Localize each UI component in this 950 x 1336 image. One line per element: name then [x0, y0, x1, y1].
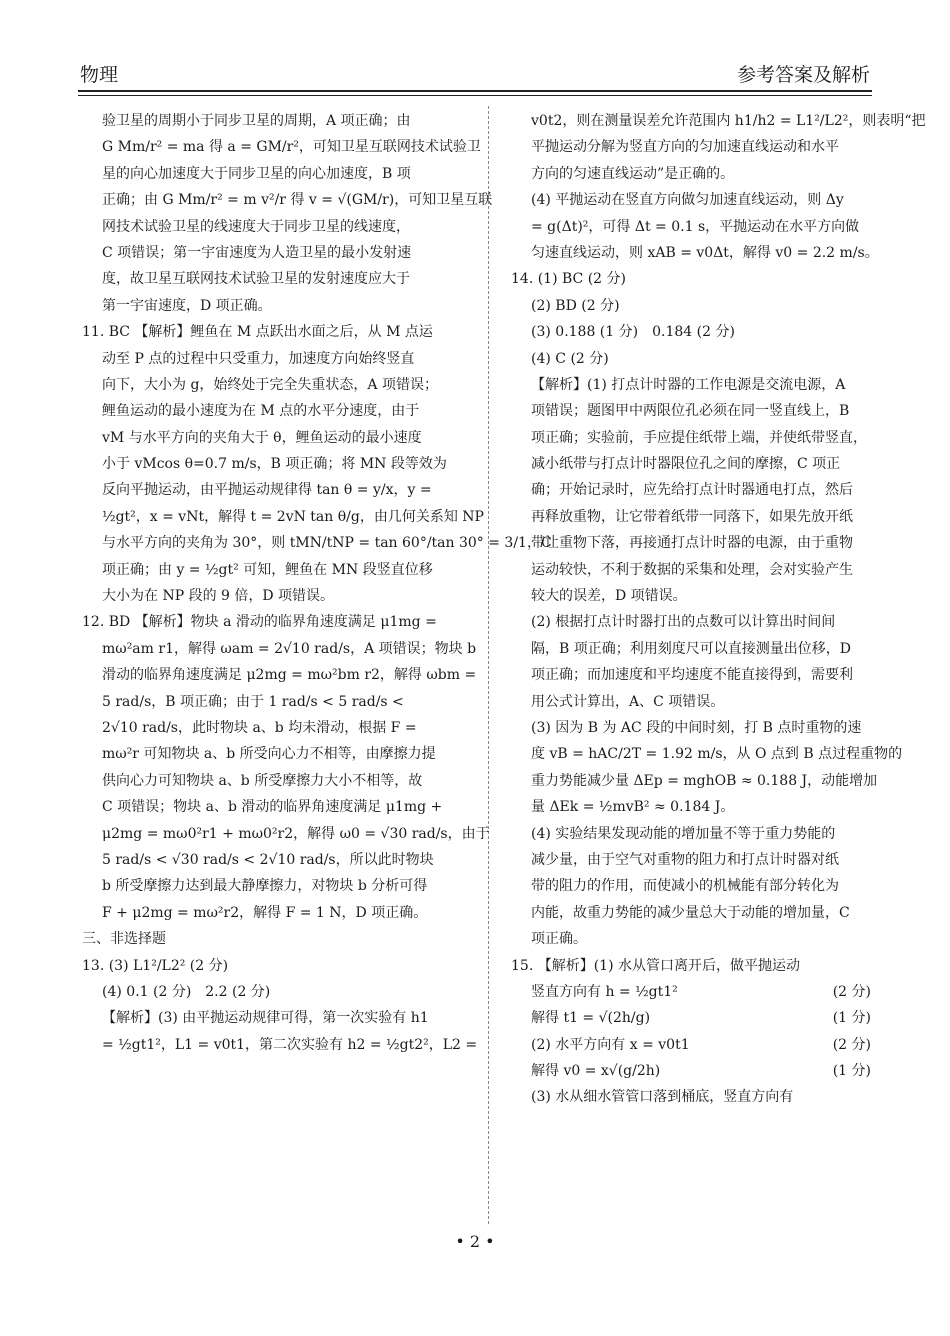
text-line: 用公式计算出，A、C 项错误。 — [531, 693, 725, 710]
line-text: 解得 v0 = x√(g/2h) — [531, 1063, 661, 1080]
text-line: 项正确；实验前，手应提住纸带上端，并使纸带竖直， — [531, 429, 867, 446]
left-column — [78, 108, 552, 1058]
text-line: 度，故卫星互联网技术试验卫星的发射速度应大于 — [102, 271, 410, 288]
score-label: (1 分) — [832, 1063, 871, 1080]
text-line: 与水平方向的夹角为 30°，则 tMN/tNP = tan 60°/tan 30° = 3/1，C — [102, 535, 552, 552]
text-line: 较大的误差，D 项错误。 — [531, 588, 687, 605]
text-line: μ2mg = mω0²r1 + mω0²r2，解得 ω0 = √30 rad/s，由于 — [102, 825, 490, 842]
text-line: F + μ2mg = mω²r2，解得 F = 1 N，D 项正确。 — [102, 904, 428, 921]
text-line: 鲤鱼运动的最小速度为在 M 点的水平分速度，由于 — [102, 403, 420, 420]
text-line: (3) 因为 B 为 AC 段的中间时刻，打 B 点时重物的速 — [531, 719, 862, 736]
header-title: 参考答案及解析 — [736, 64, 870, 86]
text-line: (4) 实验结果发现动能的增加量不等于重力势能的 — [531, 825, 836, 842]
text-line: 带的阻力的作用，而使减小的机械能有部分转化为 — [531, 878, 839, 895]
text-line: 向下，大小为 g，始终处于完全失重状态，A 项错误； — [102, 376, 438, 393]
text-line: C 项错误；第一宇宙速度为人造卫星的最小发射速 — [102, 244, 412, 261]
text-line: 滑动的临界角速度满足 μ2mg = mω²bm r2，解得 ωbm = — [102, 667, 477, 684]
text-line: (3) 水从细水管管口落到桶底，竖直方向有 — [531, 1089, 794, 1106]
score-label: (1 分) — [832, 1010, 871, 1027]
text-line: 反向平抛运动，由平抛运动规律得 tan θ = y/x，y = — [102, 482, 432, 499]
text-line: 5 rad/s，B 项正确；由于 1 rad/s < 5 rad/s < — [102, 693, 404, 710]
text-line: = g(Δt)²，可得 Δt = 0.1 s，平抛运动在水平方向做 — [531, 218, 860, 235]
text-line: 项正确。 — [531, 931, 587, 948]
text-line: 平抛运动分解为竖直方向的匀加速直线运动和水平 — [531, 139, 839, 156]
column-divider — [488, 106, 489, 1224]
text-line: mω²r 可知物块 a、b 所受向心力不相等，由摩擦力提 — [102, 746, 436, 763]
score-label: (2 分) — [832, 983, 871, 1000]
right-column — [507, 108, 926, 1111]
text-line: 再释放重物，让它带着纸带一同落下，如果先放开纸 — [531, 508, 853, 525]
text-line: 运动较快，不利于数据的采集和处理，会对实验产生 — [531, 561, 853, 578]
text-line: 星的向心加速度大于同步卫星的向心加速度，B 项 — [102, 165, 411, 182]
text-line: 隔，B 项正确；利用刻度尺可以直接测量出位移，D — [531, 640, 851, 657]
header-rule — [78, 90, 872, 92]
text-line: 15. 【解析】(1) 水从管口离开后，做平抛运动 — [511, 957, 800, 974]
text-line: 三、非选择题 — [82, 931, 166, 948]
text-line: 14. (1) BC (2 分) — [511, 271, 626, 288]
text-line: mω²am r1，解得 ωam = 2√10 rad/s，A 项错误；物块 b — [102, 640, 477, 657]
text-line: 【解析】(1) 打点计时器的工作电源是交流电源，A — [531, 376, 846, 393]
header-subject: 物理 — [80, 64, 119, 86]
text-line: 13. (3) L1²/L2² (2 分) — [82, 957, 229, 974]
text-line — [507, 1032, 875, 1058]
text-line: 项错误；题图甲中两限位孔必须在同一竖直线上，B — [531, 403, 850, 420]
text-line: 2√10 rad/s，此时物块 a、b 均未滑动，根据 F = — [102, 719, 417, 736]
text-line: ½gt²，x = vNt，解得 t = 2vN tan θ/g，由几何关系知 NP — [102, 508, 484, 525]
text-line: 验卫星的周期小于同步卫星的周期，A 项正确；由 — [102, 113, 411, 129]
text-line: 内能，故重力势能的减少量总大于动能的增加量，C — [531, 904, 850, 921]
text-line: vM 与水平方向的夹角大于 θ，鲤鱼运动的最小速度 — [102, 429, 422, 446]
text-line: G Mm/r² = ma 得 a = GM/r²，可知卫星互联网技术试验卫 — [102, 139, 481, 156]
text-line: 量 ΔEk = ½mvB² ≈ 0.184 J。 — [531, 799, 735, 816]
text-line: (2) BD (2 分) — [531, 297, 620, 314]
text-line: (4) C (2 分) — [531, 350, 609, 367]
text-line: 正确；由 G Mm/r² = m v²/r 得 v = √(GM/r)，可知卫星互联 — [102, 192, 493, 209]
text-line — [507, 1005, 875, 1031]
text-line: (3) 0.188 (1 分) 0.184 (2 分) — [531, 324, 735, 341]
text-line: (2) 根据打点计时器打出的点数可以计算出时间间 — [531, 614, 836, 631]
text-line: b 所受摩擦力达到最大静摩擦力，对物块 b 分析可得 — [102, 878, 428, 895]
text-line: 项正确；由 y = ½gt² 可知，鲤鱼在 MN 段竖直位移 — [102, 561, 433, 578]
text-line — [507, 979, 875, 1005]
text-line: (4) 平抛运动在竖直方向做匀加速直线运动，则 Δy — [531, 192, 844, 209]
text-line: (4) 0.1 (2 分) 2.2 (2 分) — [102, 983, 271, 1000]
text-line: 度 vB = hAC/2T = 1.92 m/s，从 O 点到 B 点过程重物的 — [531, 746, 903, 763]
page-number: • 2 • — [455, 1232, 495, 1251]
line-text: 解得 t1 = √(2h/g) — [531, 1010, 651, 1027]
text-line: = ½gt1²，L1 = v0t1，第二次实验有 h2 = ½gt2²，L2 = — [102, 1036, 478, 1053]
header-rule-thin — [78, 95, 872, 96]
text-line: 重力势能减少量 ΔEp = mghOB ≈ 0.188 J，动能增加 — [531, 772, 878, 789]
text-line: 确；开始记录时，应先给打点计时器通电打点，然后 — [531, 482, 853, 499]
text-line: v0t2，则在测量误差允许范围内 h1/h2 = L1²/L2²，则表明“把 — [531, 113, 926, 129]
text-line — [507, 1058, 875, 1084]
text-line: 减少量，由于空气对重物的阻力和打点计时器对纸 — [531, 851, 839, 868]
text-line: 小于 vMcos θ=0.7 m/s，B 项正确；将 MN 段等效为 — [102, 456, 447, 473]
text-line: 方向的匀速直线运动”是正确的。 — [531, 165, 735, 182]
text-line: 项正确；而加速度和平均速度不能直接得到，需要利 — [531, 667, 853, 684]
line-text: 竖直方向有 h = ½gt1² — [531, 983, 678, 1000]
text-line: 5 rad/s < √30 rad/s < 2√10 rad/s，所以此时物块 — [102, 851, 434, 868]
text-line: 供向心力可知物块 a、b 所受摩擦力大小不相等，故 — [102, 772, 423, 789]
text-line: 12. BD 【解析】物块 a 滑动的临界角速度满足 μ1mg = — [82, 614, 437, 631]
text-line: 【解析】(3) 由平抛运动规律可得，第一次实验有 h1 — [102, 1010, 429, 1027]
text-line: 大小为在 NP 段的 9 倍，D 项错误。 — [102, 588, 335, 605]
text-line: 第一宇宙速度，D 项正确。 — [102, 297, 272, 314]
text-line: 带让重物下落，再接通打点计时器的电源，由于重物 — [531, 535, 853, 552]
text-line: 网技术试验卫星的线速度大于同步卫星的线速度， — [102, 218, 410, 235]
line-text: (2) 水平方向有 x = v0t1 — [531, 1036, 690, 1053]
text-line: 11. BC 【解析】鲤鱼在 M 点跃出水面之后，从 M 点运 — [82, 324, 433, 341]
text-line: 减小纸带与打点计时器限位孔之间的摩擦，C 项正 — [531, 456, 841, 473]
text-line: C 项错误；物块 a、b 滑动的临界角速度满足 μ1mg + — [102, 799, 443, 816]
score-label: (2 分) — [832, 1036, 871, 1053]
text-line: 动至 P 点的过程中只受重力，加速度方向始终竖直 — [102, 350, 415, 367]
text-line: 匀速直线运动，则 xAB = v0Δt，解得 v0 = 2.2 m/s。 — [531, 244, 879, 261]
